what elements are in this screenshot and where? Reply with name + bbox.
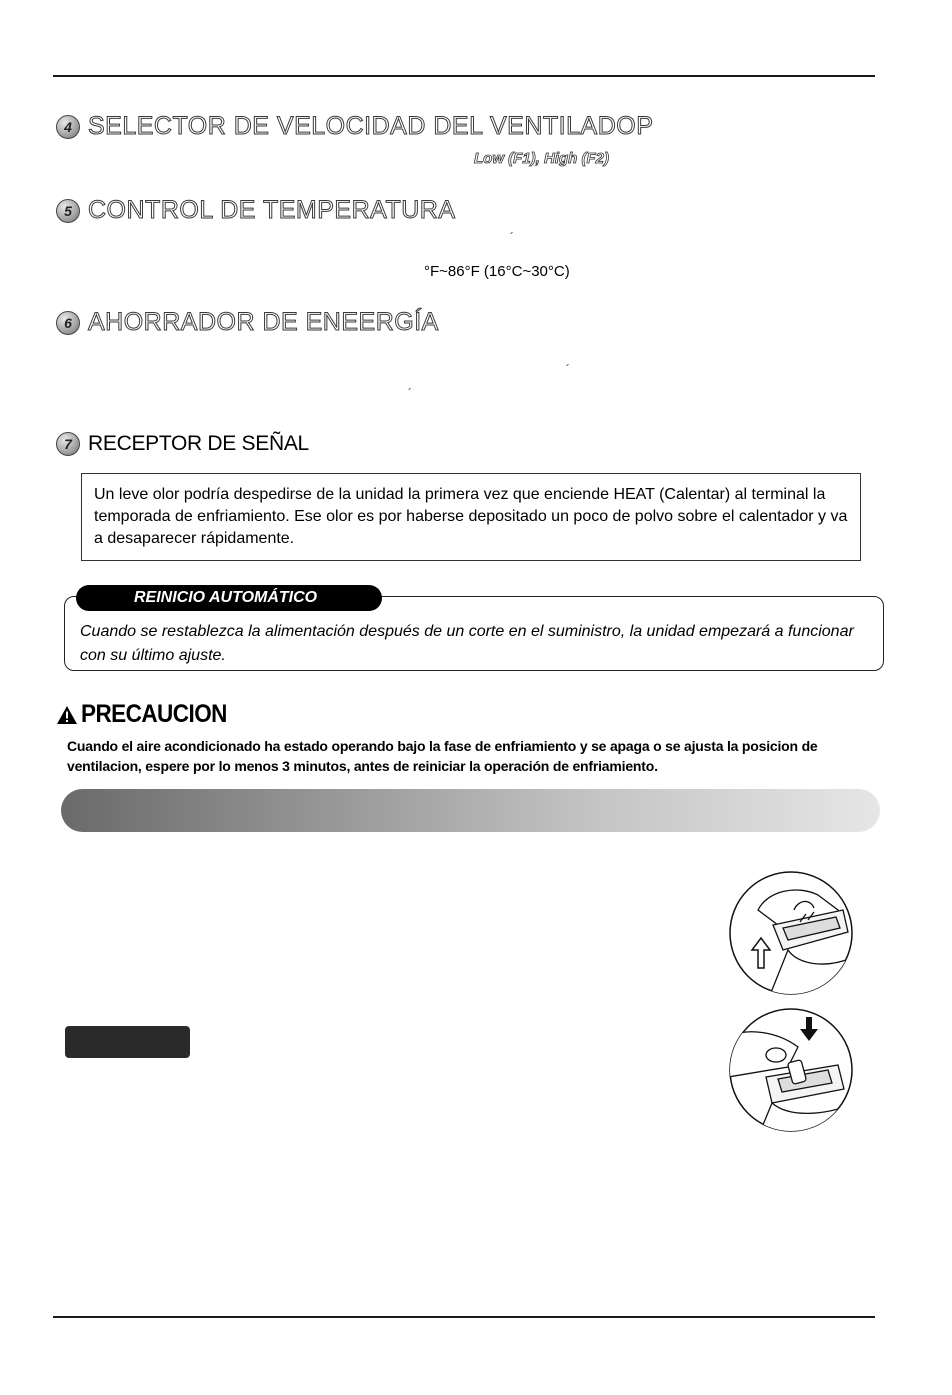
section-7-title: RECEPTOR DE SEÑAL — [88, 432, 309, 455]
auto-restart-text: Cuando se restablezca la alimentación después de un corte en el suministro, la unidad empezará a funcionar con su último ajuste. — [80, 623, 854, 664]
odor-notice-text: Un leve olor podría despedirse de la unidad la primera vez que enciende HEAT (Calentar) al terminal la temporada de enfriamiento. Ese olor es por haberse depositado un poco de polvo sobre el calentador y va a desaparecer rápidamente. — [94, 486, 848, 547]
accent-mark: ´ — [510, 230, 514, 244]
section-banner-bar — [61, 789, 880, 832]
accent-mark: ´ — [408, 386, 412, 400]
caution-text: Cuando el aire acondicionado ha estado operando bajo la fase de enfriamiento y se apaga o se ajusta la posicion de ventilacion, espere por lo menos 3 minutos, antes de reiniciar la operación de enfriamiento. — [67, 738, 818, 774]
caution-heading — [56, 700, 243, 729]
odor-notice-box — [81, 473, 861, 561]
section-6-heading — [56, 308, 439, 337]
section-4-heading — [56, 112, 653, 141]
caution-title: PRECAUCION — [81, 700, 227, 728]
section-5-heading — [56, 196, 456, 225]
section-5-number-badge: 5 — [56, 199, 80, 223]
section-7-number-badge: 7 — [56, 432, 80, 456]
section-5-title: CONTROL DE TEMPERATURA — [88, 196, 456, 224]
section-6-number-badge: 6 — [56, 311, 80, 335]
section-6-title: AHORRADOR DE ENEERGÍA — [88, 308, 439, 336]
battery-cover-removal-illustration — [728, 870, 854, 996]
section-4-title: SELECTOR DE VELOCIDAD DEL VENTILADOP — [88, 112, 654, 140]
battery-insertion-illustration — [728, 1007, 854, 1133]
temperature-range: °F~86°F (16°C~30°C) — [424, 263, 570, 280]
section-4-number-badge: 4 — [56, 115, 80, 139]
bottom-rule — [53, 1316, 875, 1318]
fan-speed-options: Low (F1), High (F2) — [474, 150, 609, 167]
auto-restart-title: REINICIO AUTOMÁTICO — [76, 585, 382, 611]
accent-mark: ´ — [566, 362, 570, 376]
dark-label-block — [65, 1026, 190, 1058]
top-rule — [53, 75, 875, 77]
section-7-heading — [56, 432, 309, 456]
warning-triangle-icon — [56, 705, 78, 725]
